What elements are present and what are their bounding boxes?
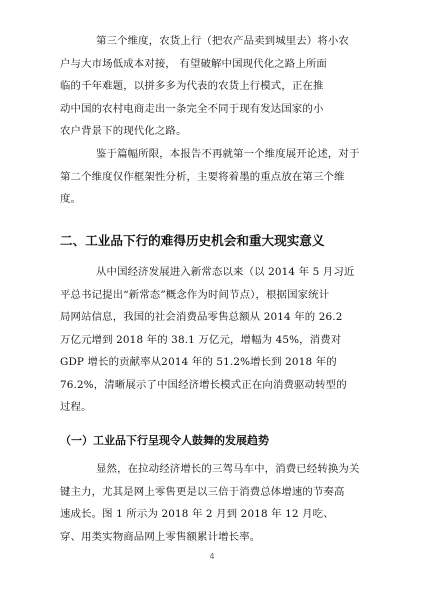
page-number: 4: [209, 552, 215, 561]
text-line: 平总书记提出“新常态”概念作为时间节点），根据国家统计: [60, 288, 330, 301]
text-line: 户与大市场低成本对接， 有望破解中国现代化之路上所面: [60, 57, 327, 70]
text-line: 第三个维度，农货上行（把农产品卖到城里去）将小农: [96, 35, 349, 47]
text-line: 速成长。图 1 所示为 2018 年 2 月到 2018 年 12 月吃、: [60, 508, 334, 520]
text-line: 动中国的农村电商走出一条完全不同于现有发达国家的小: [60, 102, 324, 115]
text-line: 第二个维度仅作框架性分析，主要将着墨的重点放在第三个维: [60, 170, 345, 183]
subsection-heading: （一）工业品下行呈现令人鼓舞的发展趋势: [60, 434, 269, 447]
text-line: 从中国经济发展进入新常态以来（以 2014 年 5 月习近: [96, 266, 355, 278]
text-line: 度。: [60, 193, 82, 205]
section-heading: 二、工业品下行的难得历史机会和重大现实意义: [60, 233, 325, 248]
text-line: 键主力，尤其是网上零售更是以三倍于消费总体增速的节奏高: [60, 485, 345, 498]
paragraph-scope-note: [60, 143, 376, 211]
text-line: GDP 增长的贡献率从2014 年的 51.2%增长到 2018 年的: [60, 356, 337, 368]
text-line: 局网站信息，我国的社会消费品零售总额从 2014 年的 26.2: [60, 311, 343, 323]
paragraph-third-dimension: [60, 30, 376, 143]
paragraph-online-retail: [60, 458, 376, 548]
text-line: 万亿元增到 2018 年的 38.1 万亿元，增幅为 45%，消费对: [60, 333, 342, 346]
text-line: 显然，在拉动经济增长的三驾马车中，消费已经转换为关: [96, 463, 360, 475]
text-line: 鉴于篇幅所限，本报告不再就第一个维度展开论述，对于: [96, 148, 360, 160]
text-line: 过程。: [60, 401, 92, 413]
text-line: 农户背景下的现代化之路。: [60, 125, 187, 137]
text-line: 76.2%，清晰展示了中国经济增长模式正在向消费驱动转型的: [60, 378, 347, 391]
text-line: 临的千年难题，以拼多多为代表的农货上行模式，正在推: [60, 80, 324, 92]
paragraph-consumption-growth: [60, 261, 376, 419]
text-line: 穿、用类实物商品网上零售额累计增长率。: [60, 530, 261, 543]
